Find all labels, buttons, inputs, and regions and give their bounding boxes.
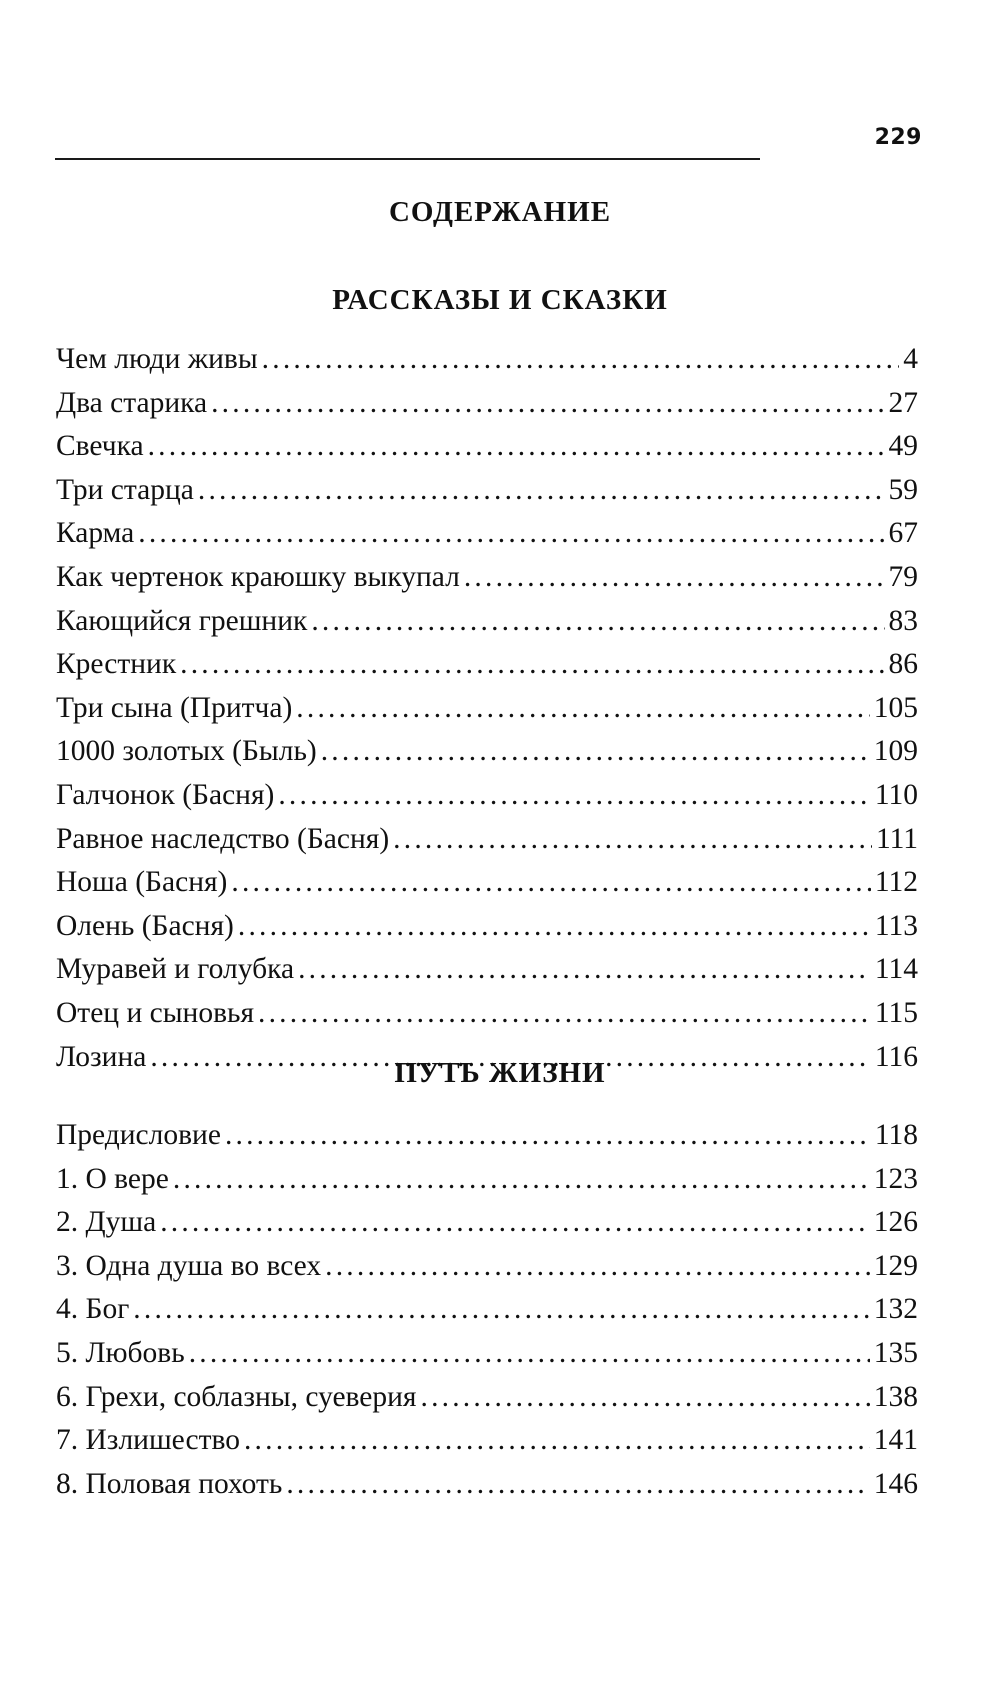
toc-entry-page: 109 [873,735,918,768]
dot-leader [286,1463,869,1507]
toc-list-stories [56,338,918,1079]
toc-entry [56,1158,918,1202]
toc-entry-title: Ноша (Басня) [56,866,228,899]
toc-entry [56,730,918,774]
section-heading-stories: РАССКАЗЫ И СКАЗКИ [332,284,668,316]
dot-leader [138,512,884,556]
toc-entry-title: Отец и сыновья [56,996,255,1029]
toc-entry-title: Два старика [56,386,208,419]
toc-entry-title: Олень (Басня) [56,909,234,942]
toc-entry [56,556,918,600]
toc-entry-page: 138 [873,1380,918,1413]
dot-leader [262,338,900,382]
toc-entry-page: 79 [888,560,918,593]
section-heading-path-of-life: ПУТЬ ЖИЗНИ [394,1057,606,1089]
toc-entry-page: 129 [873,1249,918,1282]
toc-entry-title: 8. Половая похоть [56,1467,283,1500]
dot-leader [321,730,870,774]
toc-entry-page: 126 [873,1206,918,1239]
dot-leader [311,600,884,644]
toc-entry [56,600,918,644]
toc-entry-page: 111 [875,822,918,855]
toc-entry-page: 116 [874,1040,918,1073]
toc-entry [56,469,918,513]
dot-leader [325,1245,870,1289]
dot-leader [189,1332,870,1376]
toc-entry-title: 1. О вере [56,1162,169,1195]
toc-entry-page: 59 [888,473,918,506]
toc-entry-page: 141 [873,1424,918,1457]
dot-leader [198,469,885,513]
toc-entry-title: Галчонок (Басня) [56,778,275,811]
toc-entry [56,1332,918,1376]
toc-entry-page: 123 [873,1162,918,1195]
toc-entry-page: 132 [873,1293,918,1326]
contents-heading: СОДЕРЖАНИЕ [388,196,612,228]
toc-entry-title: 3. Одна душа во всех [56,1249,322,1282]
dot-leader [296,687,869,731]
toc-entry-title: Предисловие [56,1119,221,1151]
dot-leader [133,1288,869,1332]
dot-leader [393,818,872,862]
dot-leader [160,1201,870,1245]
dot-leader [180,643,884,687]
toc-entry-page: 105 [873,691,918,724]
toc-entry-title: Свечка [56,430,144,463]
dot-leader [258,992,871,1036]
toc-entry-title: Чем люди живы [56,343,258,375]
toc-entry-title: Три старца [56,473,194,506]
toc-entry-title: 4. Бог [56,1293,130,1326]
toc-entry-title: Лозина [56,1040,147,1073]
toc-entry [56,1376,918,1420]
dot-leader [464,556,885,600]
toc-entry-page: 135 [873,1336,918,1369]
toc-entry [56,1114,918,1158]
toc-entry-title: Три сына (Притча) [56,691,293,724]
toc-entry-page: 27 [888,386,918,419]
toc-entry-page: 49 [888,430,918,463]
dot-leader [211,382,884,426]
toc-entry [56,992,918,1036]
dot-leader [173,1158,870,1202]
toc-entry-page: 110 [874,778,918,811]
dot-leader [231,861,870,905]
toc-entry [56,1288,918,1332]
toc-entry-page: 112 [874,866,918,899]
toc-entry [56,338,918,382]
toc-entry [56,687,918,731]
toc-entry [56,818,918,862]
toc-entry [56,382,918,426]
toc-entry-title: Карма [56,517,135,550]
dot-leader [148,425,885,469]
toc-entry-title: 6. Грехи, соблазны, суеверия [56,1380,417,1413]
toc-entry [56,1201,918,1245]
toc-entry [56,643,918,687]
toc-entry-page: 86 [888,648,918,681]
header-rule [55,158,760,160]
toc-entry-title: Как чертенок краюшку выкупал [56,560,460,593]
dot-leader [278,774,870,818]
toc-entry [56,1463,918,1507]
dot-leader [298,948,871,992]
toc-entry-page: 118 [874,1119,918,1151]
dot-leader [421,1376,870,1420]
dot-leader [244,1419,870,1463]
toc-entry-title: Равное наследство (Басня) [56,822,390,855]
toc-entry-title: Муравей и голубка [56,953,295,986]
toc-entry-title: 2. Душа [56,1206,157,1239]
toc-entry-page: 115 [874,996,918,1029]
dot-leader [225,1114,871,1158]
toc-entry-title: Крестник [56,648,177,681]
toc-entry [56,905,918,949]
toc-entry-title: Кающийся грешник [56,604,308,637]
toc-entry-page: 67 [888,517,918,550]
toc-entry [56,512,918,556]
toc-entry [56,861,918,905]
toc-entry [56,1419,918,1463]
toc-entry-page: 4 [903,343,918,375]
toc-entry-title: 1000 золотых (Быль) [56,735,317,768]
toc-entry-page: 146 [873,1467,918,1500]
toc-entry-page: 114 [874,953,918,986]
toc-entry [56,948,918,992]
toc-list-path-of-life [56,1114,918,1506]
toc-entry-title: 5. Любовь [56,1336,185,1369]
toc-entry [56,774,918,818]
page-number: 229 [874,125,922,150]
toc-entry-title: 7. Излишество [56,1424,240,1457]
toc-entry [56,425,918,469]
toc-entry [56,1245,918,1289]
toc-entry-page: 83 [888,604,918,637]
toc-entry-page: 113 [874,909,918,942]
dot-leader [238,905,871,949]
